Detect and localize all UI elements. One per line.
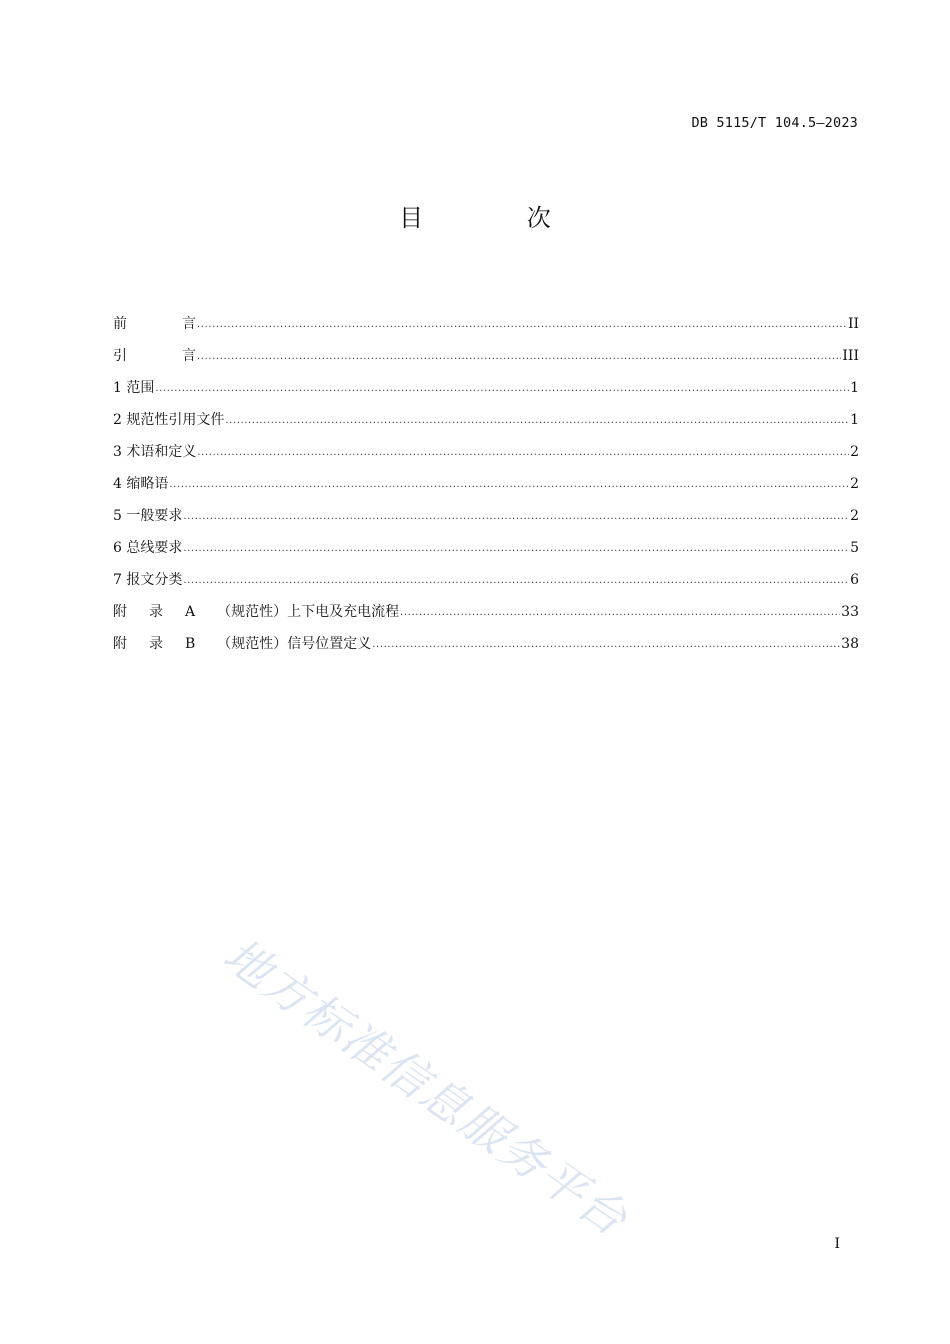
toc-entry-label: 附 录 A （规范性）上下电及充电流程 bbox=[113, 604, 400, 620]
leader-dots bbox=[183, 570, 849, 592]
leader-dots bbox=[155, 378, 849, 400]
toc-entry-label: 附 录 B （规范性）信号位置定义 bbox=[113, 636, 372, 652]
toc-entry-page: 5 bbox=[850, 540, 859, 556]
table-of-contents bbox=[113, 313, 859, 665]
toc-entry-foreword[interactable] bbox=[113, 313, 859, 345]
document-code: DB 5115/T 104.5—2023 bbox=[691, 115, 858, 131]
toc-entry-label: 6 总线要求 bbox=[113, 540, 183, 556]
toc-entry-terms-definitions[interactable] bbox=[113, 441, 859, 473]
leader-dots bbox=[183, 506, 849, 528]
toc-entry-abbreviations[interactable] bbox=[113, 473, 859, 505]
toc-entry-page: III bbox=[842, 348, 859, 364]
leader-dots bbox=[372, 634, 840, 656]
toc-entry-annex-b[interactable] bbox=[113, 633, 859, 665]
leader-dots bbox=[169, 474, 849, 496]
toc-entry-page: 38 bbox=[841, 636, 859, 652]
toc-entry-message-classification[interactable] bbox=[113, 569, 859, 601]
toc-entry-page: 1 bbox=[850, 412, 859, 428]
toc-entry-scope[interactable] bbox=[113, 377, 859, 409]
toc-entry-label: 引 言 bbox=[113, 348, 196, 364]
leader-dots bbox=[197, 442, 849, 464]
toc-entry-page: 2 bbox=[850, 444, 859, 460]
toc-entry-page: 2 bbox=[850, 476, 859, 492]
leader-dots bbox=[183, 538, 849, 560]
toc-entry-page: II bbox=[847, 316, 859, 332]
toc-entry-normative-references[interactable] bbox=[113, 409, 859, 441]
toc-entry-page: 2 bbox=[850, 508, 859, 524]
toc-entry-label: 5 一般要求 bbox=[113, 508, 183, 524]
toc-entry-label: 1 范围 bbox=[113, 380, 155, 396]
toc-entry-label: 4 缩略语 bbox=[113, 476, 169, 492]
toc-entry-page: 1 bbox=[850, 380, 859, 396]
toc-entry-page: 33 bbox=[841, 604, 859, 620]
toc-entry-label: 2 规范性引用文件 bbox=[113, 412, 225, 428]
leader-dots bbox=[225, 410, 849, 432]
toc-entry-label: 前 言 bbox=[113, 316, 196, 332]
leader-dots bbox=[197, 346, 841, 368]
toc-entry-label: 7 报文分类 bbox=[113, 572, 183, 588]
page-number: I bbox=[834, 1236, 840, 1252]
leader-dots bbox=[197, 314, 847, 336]
toc-entry-introduction[interactable] bbox=[113, 345, 859, 377]
toc-entry-page: 6 bbox=[850, 572, 859, 588]
toc-entry-annex-a[interactable] bbox=[113, 601, 859, 633]
toc-title: 目 次 bbox=[399, 204, 599, 232]
watermark: 地方标准信息服务平台 bbox=[213, 927, 639, 1247]
toc-entry-bus-requirements[interactable] bbox=[113, 537, 859, 569]
toc-entry-label: 3 术语和定义 bbox=[113, 444, 197, 460]
toc-entry-general-requirements[interactable] bbox=[113, 505, 859, 537]
leader-dots bbox=[400, 602, 840, 624]
